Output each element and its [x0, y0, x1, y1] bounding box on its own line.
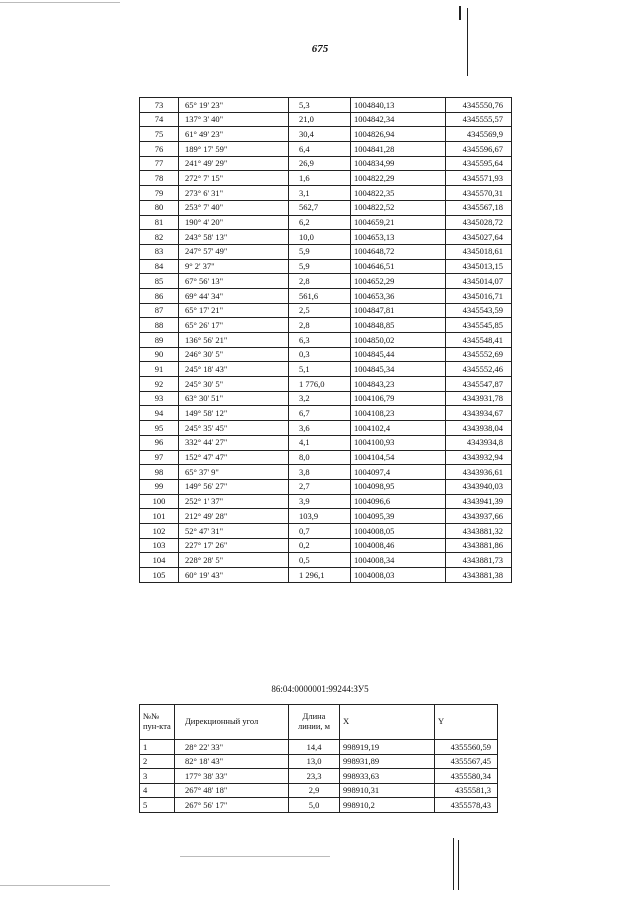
- direction-angle-cell: 253° 7' 40": [179, 200, 289, 215]
- direction-angle-cell: 28° 22' 33": [175, 740, 289, 755]
- point-number-cell: 74: [140, 112, 179, 127]
- point-number-cell: 88: [140, 318, 179, 333]
- line-length-cell: 3,1: [289, 186, 351, 201]
- point-number-cell: 79: [140, 186, 179, 201]
- y-coordinate-cell: 4345571,93: [446, 171, 512, 186]
- point-number-cell: 94: [140, 406, 179, 421]
- line-length-cell: 3,2: [289, 391, 351, 406]
- table-row: [140, 171, 512, 186]
- point-number-cell: 5: [140, 798, 175, 813]
- point-number-cell: 82: [140, 230, 179, 245]
- line-length-cell: 2,8: [289, 274, 351, 289]
- point-number-cell: 102: [140, 523, 179, 538]
- table-row: [140, 421, 512, 436]
- table-row: [140, 112, 512, 127]
- point-number-cell: 4: [140, 783, 175, 798]
- x-coordinate-cell: 1004648,72: [351, 244, 446, 259]
- x-coordinate-cell: 1004653,13: [351, 230, 446, 245]
- line-length-cell: 6,2: [289, 215, 351, 230]
- direction-angle-cell: 267° 48' 18": [175, 783, 289, 798]
- line-length-cell: 6,4: [289, 142, 351, 157]
- y-coordinate-cell: 4345550,76: [446, 98, 512, 113]
- x-coordinate-cell: 1004822,52: [351, 200, 446, 215]
- scan-artifact-line: [467, 8, 468, 76]
- line-length-cell: 0,3: [289, 347, 351, 362]
- table-row: [140, 215, 512, 230]
- x-coordinate-cell: 1004841,28: [351, 142, 446, 157]
- x-coordinate-cell: 1004826,94: [351, 127, 446, 142]
- line-length-cell: 30,4: [289, 127, 351, 142]
- y-coordinate-cell: 4343881,73: [446, 553, 512, 568]
- point-number-cell: 100: [140, 494, 179, 509]
- point-number-cell: 96: [140, 435, 179, 450]
- direction-angle-cell: 149° 56' 27": [179, 479, 289, 494]
- table-row: [140, 186, 512, 201]
- y-coordinate-cell: 4355581,3: [435, 783, 498, 798]
- coordinates-table-continued: [139, 97, 512, 583]
- scan-artifact-line: [458, 840, 459, 890]
- x-coordinate-cell: 1004847,81: [351, 303, 446, 318]
- x-coordinate-cell: 1004822,35: [351, 186, 446, 201]
- x-coordinate-cell: 1004098,95: [351, 479, 446, 494]
- table-row: [140, 391, 512, 406]
- x-coordinate-cell: 1004646,51: [351, 259, 446, 274]
- y-coordinate-cell: 4343937,66: [446, 509, 512, 524]
- line-length-cell: 3,9: [289, 494, 351, 509]
- line-length-cell: 10,0: [289, 230, 351, 245]
- point-number-cell: 105: [140, 568, 179, 583]
- x-coordinate-cell: 1004840,13: [351, 98, 446, 113]
- point-number-cell: 76: [140, 142, 179, 157]
- x-coordinate-cell: 1004097,4: [351, 465, 446, 480]
- x-coordinate-cell: 1004008,05: [351, 523, 446, 538]
- y-coordinate-cell: 4343881,38: [446, 568, 512, 583]
- y-coordinate-cell: 4343881,86: [446, 538, 512, 553]
- line-length-cell: 8,0: [289, 450, 351, 465]
- table-row: [140, 377, 512, 392]
- table-row: [140, 523, 512, 538]
- x-coordinate-cell: 998910,2: [340, 798, 435, 813]
- point-number-cell: 3: [140, 769, 175, 784]
- x-coordinate-cell: 1004843,23: [351, 377, 446, 392]
- x-coordinate-cell: 1004106,79: [351, 391, 446, 406]
- point-number-cell: 98: [140, 465, 179, 480]
- table-header-row: [140, 705, 498, 740]
- direction-angle-cell: 63° 30' 51": [179, 391, 289, 406]
- line-length-cell: 4,1: [289, 435, 351, 450]
- y-coordinate-cell: 4343881,32: [446, 523, 512, 538]
- table-row: [140, 303, 512, 318]
- parcel-table-body: [140, 740, 498, 813]
- line-length-cell: 5,3: [289, 98, 351, 113]
- scan-artifact-line: [459, 6, 461, 20]
- parcel-coordinates-table: [139, 704, 498, 813]
- x-coordinate-cell: 1004008,34: [351, 553, 446, 568]
- y-coordinate-cell: 4343936,61: [446, 465, 512, 480]
- line-length-cell: 5,1: [289, 362, 351, 377]
- point-number-cell: 2: [140, 754, 175, 769]
- y-coordinate-cell: 4345548,41: [446, 333, 512, 348]
- line-length-cell: 562,7: [289, 200, 351, 215]
- y-coordinate-cell: 4345570,31: [446, 186, 512, 201]
- line-length-cell: 1 296,1: [289, 568, 351, 583]
- table-row: [140, 156, 512, 171]
- point-number-cell: 93: [140, 391, 179, 406]
- direction-angle-cell: 69° 44' 34": [179, 288, 289, 303]
- direction-angle-cell: 189° 17' 59": [179, 142, 289, 157]
- line-length-cell: 23,3: [289, 769, 340, 784]
- direction-angle-cell: 227° 17' 26": [179, 538, 289, 553]
- table-row: [140, 347, 512, 362]
- line-length-cell: 13,0: [289, 754, 340, 769]
- point-number-cell: 99: [140, 479, 179, 494]
- point-number-cell: 87: [140, 303, 179, 318]
- x-coordinate-cell: 1004845,44: [351, 347, 446, 362]
- y-coordinate-cell: 4343940,03: [446, 479, 512, 494]
- direction-angle-cell: 177° 38' 33": [175, 769, 289, 784]
- table-row: [140, 568, 512, 583]
- line-length-cell: 2,8: [289, 318, 351, 333]
- y-coordinate-cell: 4343932,94: [446, 450, 512, 465]
- x-coordinate-cell: 998933,63: [340, 769, 435, 784]
- point-number-cell: 80: [140, 200, 179, 215]
- point-number-cell: 104: [140, 553, 179, 568]
- point-number-cell: 84: [140, 259, 179, 274]
- y-coordinate-cell: 4345552,46: [446, 362, 512, 377]
- direction-angle-cell: 9° 2' 37": [179, 259, 289, 274]
- y-coordinate-cell: 4345013,15: [446, 259, 512, 274]
- point-number-cell: 73: [140, 98, 179, 113]
- direction-angle-cell: 190° 4' 20": [179, 215, 289, 230]
- table-row: [140, 494, 512, 509]
- x-coordinate-cell: 1004104,54: [351, 450, 446, 465]
- direction-angle-cell: 245° 35' 45": [179, 421, 289, 436]
- x-coordinate-cell: 1004659,21: [351, 215, 446, 230]
- y-coordinate-cell: 4345567,18: [446, 200, 512, 215]
- table-row: [140, 754, 498, 769]
- direction-angle-cell: 272° 7' 15": [179, 171, 289, 186]
- line-length-cell: 5,9: [289, 259, 351, 274]
- x-coordinate-cell: 1004096,6: [351, 494, 446, 509]
- line-length-cell: 1,6: [289, 171, 351, 186]
- direction-angle-cell: 136° 56' 21": [179, 333, 289, 348]
- x-coordinate-cell: 1004822,29: [351, 171, 446, 186]
- point-number-cell: 86: [140, 288, 179, 303]
- x-coordinate-cell: 998910,31: [340, 783, 435, 798]
- point-number-cell: 78: [140, 171, 179, 186]
- direction-angle-cell: 82° 18' 43": [175, 754, 289, 769]
- table-row: [140, 333, 512, 348]
- header-x: X: [340, 705, 435, 740]
- y-coordinate-cell: 4345547,87: [446, 377, 512, 392]
- x-coordinate-cell: 1004845,34: [351, 362, 446, 377]
- y-coordinate-cell: 4355580,34: [435, 769, 498, 784]
- table-row: [140, 553, 512, 568]
- point-number-cell: 85: [140, 274, 179, 289]
- x-coordinate-cell: 1004653,36: [351, 288, 446, 303]
- direction-angle-cell: 245° 30' 5": [179, 377, 289, 392]
- direction-angle-cell: 243° 58' 13": [179, 230, 289, 245]
- y-coordinate-cell: 4345543,59: [446, 303, 512, 318]
- y-coordinate-cell: 4343934,8: [446, 435, 512, 450]
- line-length-cell: 5,9: [289, 244, 351, 259]
- header-point-number: №№ пун-кта: [140, 705, 175, 740]
- direction-angle-cell: 60° 19' 43": [179, 568, 289, 583]
- point-number-cell: 77: [140, 156, 179, 171]
- y-coordinate-cell: 4345595,64: [446, 156, 512, 171]
- y-coordinate-cell: 4343934,67: [446, 406, 512, 421]
- direction-angle-cell: 247° 57' 49": [179, 244, 289, 259]
- parcel-cadastral-number: 86:04:0000001:99244:ЗУ5: [271, 684, 369, 694]
- line-length-cell: 561,6: [289, 288, 351, 303]
- direction-angle-cell: 65° 19' 23": [179, 98, 289, 113]
- table-row: [140, 244, 512, 259]
- point-number-cell: 90: [140, 347, 179, 362]
- y-coordinate-cell: 4345552,69: [446, 347, 512, 362]
- direction-angle-cell: 246° 30' 5": [179, 347, 289, 362]
- table-row: [140, 740, 498, 755]
- direction-angle-cell: 332° 44' 27": [179, 435, 289, 450]
- x-coordinate-cell: 1004102,4: [351, 421, 446, 436]
- x-coordinate-cell: 1004095,39: [351, 509, 446, 524]
- y-coordinate-cell: 4345018,61: [446, 244, 512, 259]
- point-number-cell: 103: [140, 538, 179, 553]
- x-coordinate-cell: 1004108,23: [351, 406, 446, 421]
- point-number-cell: 75: [140, 127, 179, 142]
- table-row: [140, 259, 512, 274]
- x-coordinate-cell: 998931,89: [340, 754, 435, 769]
- y-coordinate-cell: 4345555,57: [446, 112, 512, 127]
- direction-angle-cell: 65° 17' 21": [179, 303, 289, 318]
- line-length-cell: 1 776,0: [289, 377, 351, 392]
- direction-angle-cell: 152° 47' 47": [179, 450, 289, 465]
- line-length-cell: 14,4: [289, 740, 340, 755]
- header-line-length: Длина линии, м: [289, 705, 340, 740]
- direction-angle-cell: 65° 37' 9": [179, 465, 289, 480]
- x-coordinate-cell: 1004652,29: [351, 274, 446, 289]
- y-coordinate-cell: 4345027,64: [446, 230, 512, 245]
- y-coordinate-cell: 4345016,71: [446, 288, 512, 303]
- table-row: [140, 769, 498, 784]
- direction-angle-cell: 245° 18' 43": [179, 362, 289, 377]
- table-row: [140, 318, 512, 333]
- direction-angle-cell: 137° 3' 40": [179, 112, 289, 127]
- direction-angle-cell: 228° 28' 5": [179, 553, 289, 568]
- table-row: [140, 98, 512, 113]
- point-number-cell: 95: [140, 421, 179, 436]
- table-row: [140, 465, 512, 480]
- direction-angle-cell: 241° 49' 29": [179, 156, 289, 171]
- point-number-cell: 101: [140, 509, 179, 524]
- table-row: [140, 435, 512, 450]
- table-row: [140, 479, 512, 494]
- direction-angle-cell: 149° 58' 12": [179, 406, 289, 421]
- direction-angle-cell: 52° 47' 31": [179, 523, 289, 538]
- table-row: [140, 127, 512, 142]
- line-length-cell: 2,5: [289, 303, 351, 318]
- y-coordinate-cell: 4343931,78: [446, 391, 512, 406]
- table-row: [140, 142, 512, 157]
- line-length-cell: 6,7: [289, 406, 351, 421]
- direction-angle-cell: 61° 49' 23": [179, 127, 289, 142]
- point-number-cell: 83: [140, 244, 179, 259]
- y-coordinate-cell: 4355578,43: [435, 798, 498, 813]
- x-coordinate-cell: 1004842,34: [351, 112, 446, 127]
- line-length-cell: 3,8: [289, 465, 351, 480]
- table-row: [140, 783, 498, 798]
- y-coordinate-cell: 4355560,59: [435, 740, 498, 755]
- direction-angle-cell: 267° 56' 17": [175, 798, 289, 813]
- x-coordinate-cell: 1004008,03: [351, 568, 446, 583]
- scan-artifact-line: [453, 838, 454, 890]
- header-y: Y: [435, 705, 498, 740]
- direction-angle-cell: 65° 26' 17": [179, 318, 289, 333]
- line-length-cell: 21,0: [289, 112, 351, 127]
- y-coordinate-cell: 4355567,45: [435, 754, 498, 769]
- point-number-cell: 91: [140, 362, 179, 377]
- page-number: 675: [311, 43, 329, 55]
- coordinates-table-body: [140, 98, 512, 583]
- y-coordinate-cell: 4345028,72: [446, 215, 512, 230]
- table-row: [140, 200, 512, 215]
- point-number-cell: 97: [140, 450, 179, 465]
- table-row: [140, 406, 512, 421]
- scan-noise: [0, 2, 120, 3]
- point-number-cell: 89: [140, 333, 179, 348]
- x-coordinate-cell: 998919,19: [340, 740, 435, 755]
- line-length-cell: 26,9: [289, 156, 351, 171]
- table-row: [140, 450, 512, 465]
- x-coordinate-cell: 1004850,02: [351, 333, 446, 348]
- scan-noise: [0, 885, 110, 886]
- point-number-cell: 81: [140, 215, 179, 230]
- x-coordinate-cell: 1004100,93: [351, 435, 446, 450]
- y-coordinate-cell: 4345596,67: [446, 142, 512, 157]
- table-row: [140, 274, 512, 289]
- table-row: [140, 230, 512, 245]
- table-row: [140, 288, 512, 303]
- direction-angle-cell: 273° 6' 31": [179, 186, 289, 201]
- line-length-cell: 3,6: [289, 421, 351, 436]
- line-length-cell: 103,9: [289, 509, 351, 524]
- point-number-cell: 1: [140, 740, 175, 755]
- line-length-cell: 2,7: [289, 479, 351, 494]
- line-length-cell: 0,7: [289, 523, 351, 538]
- y-coordinate-cell: 4343941,39: [446, 494, 512, 509]
- line-length-cell: 5,0: [289, 798, 340, 813]
- table-row: [140, 362, 512, 377]
- table-row: [140, 509, 512, 524]
- y-coordinate-cell: 4345569,9: [446, 127, 512, 142]
- y-coordinate-cell: 4343938,04: [446, 421, 512, 436]
- x-coordinate-cell: 1004834,99: [351, 156, 446, 171]
- line-length-cell: 0,5: [289, 553, 351, 568]
- x-coordinate-cell: 1004848,85: [351, 318, 446, 333]
- y-coordinate-cell: 4345545,85: [446, 318, 512, 333]
- direction-angle-cell: 252° 1' 37": [179, 494, 289, 509]
- table-row: [140, 798, 498, 813]
- direction-angle-cell: 67° 56' 13": [179, 274, 289, 289]
- line-length-cell: 2,9: [289, 783, 340, 798]
- table-row: [140, 538, 512, 553]
- y-coordinate-cell: 4345014,07: [446, 274, 512, 289]
- x-coordinate-cell: 1004008,46: [351, 538, 446, 553]
- direction-angle-cell: 212° 49' 28": [179, 509, 289, 524]
- line-length-cell: 6,3: [289, 333, 351, 348]
- line-length-cell: 0,2: [289, 538, 351, 553]
- header-direction-angle: Дирекционный угол: [175, 705, 289, 740]
- scan-noise: [180, 856, 330, 857]
- point-number-cell: 92: [140, 377, 179, 392]
